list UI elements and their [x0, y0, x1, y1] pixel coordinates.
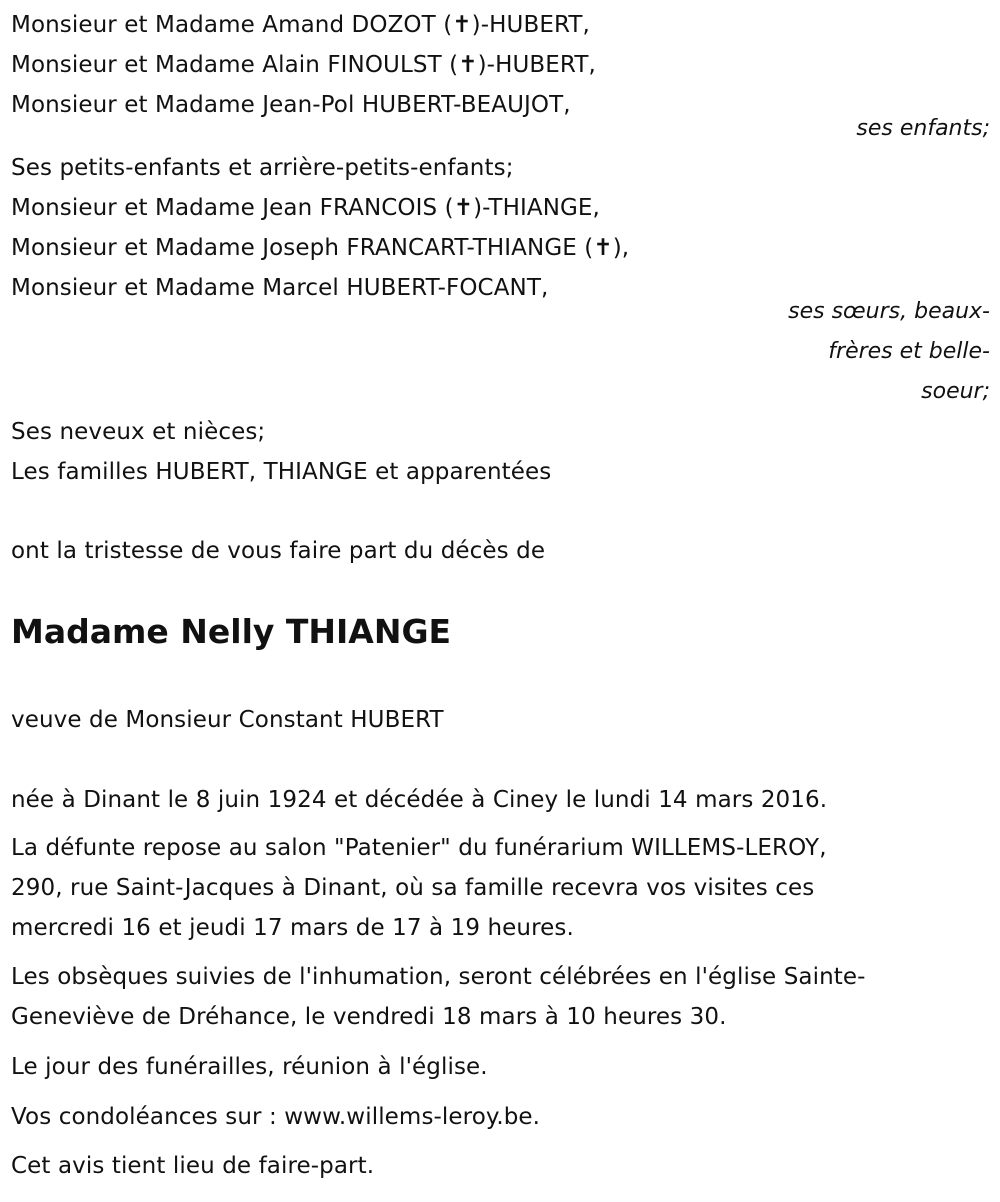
- widow-of-line: veuve de Monsieur Constant HUBERT: [11, 707, 444, 733]
- condolences-line: Vos condoléances sur : www.willems-leroy.be.: [11, 1104, 541, 1130]
- funeral-line-1: Les obsèques suivies de l'inhumation, seront célébrées en l'église Sainte-: [11, 964, 866, 990]
- child-line-1: Monsieur et Madame Amand DOZOT (✝)-HUBERT,: [11, 12, 590, 38]
- families-line: Les familles HUBERT, THIANGE et apparentées: [11, 459, 552, 485]
- grandchildren-line: Ses petits-enfants et arrière-petits-enfants;: [11, 155, 514, 181]
- nephews-line: Ses neveux et nièces;: [11, 419, 266, 445]
- sibling-line-2: Monsieur et Madame Joseph FRANCART-THIANGE (✝),: [11, 235, 630, 261]
- announcement-line: ont la tristesse de vous faire part du décès de: [11, 538, 546, 564]
- repose-line-2: 290, rue Saint-Jacques à Dinant, où sa famille recevra vos visites ces: [11, 875, 815, 901]
- children-role: ses enfants;: [856, 116, 990, 141]
- siblings-role-line-1: ses sœurs, beaux-: [788, 299, 990, 324]
- repose-line-3: mercredi 16 et jeudi 17 mars de 17 à 19 heures.: [11, 915, 574, 941]
- repose-line-1: La défunte repose au salon "Patenier" du funérarium WILLEMS-LEROY,: [11, 835, 827, 861]
- child-line-3: Monsieur et Madame Jean-Pol HUBERT-BEAUJOT,: [11, 92, 571, 118]
- sibling-line-3: Monsieur et Madame Marcel HUBERT-FOCANT,: [11, 275, 549, 301]
- deceased-name: Madame Nelly THIANGE: [11, 612, 452, 651]
- funeral-line-2: Geneviève de Dréhance, le vendredi 18 mars à 10 heures 30.: [11, 1004, 727, 1030]
- siblings-role-line-3: soeur;: [921, 379, 990, 404]
- siblings-role-line-2: frères et belle-: [828, 339, 990, 364]
- reunion-line: Le jour des funérailles, réunion à l'église.: [11, 1054, 488, 1080]
- notice-line: Cet avis tient lieu de faire-part.: [11, 1153, 375, 1179]
- sibling-line-1: Monsieur et Madame Jean FRANCOIS (✝)-THIANGE,: [11, 195, 600, 221]
- child-line-2: Monsieur et Madame Alain FINOULST (✝)-HUBERT,: [11, 52, 596, 78]
- birth-death-line: née à Dinant le 8 juin 1924 et décédée à Ciney le lundi 14 mars 2016.: [11, 787, 828, 813]
